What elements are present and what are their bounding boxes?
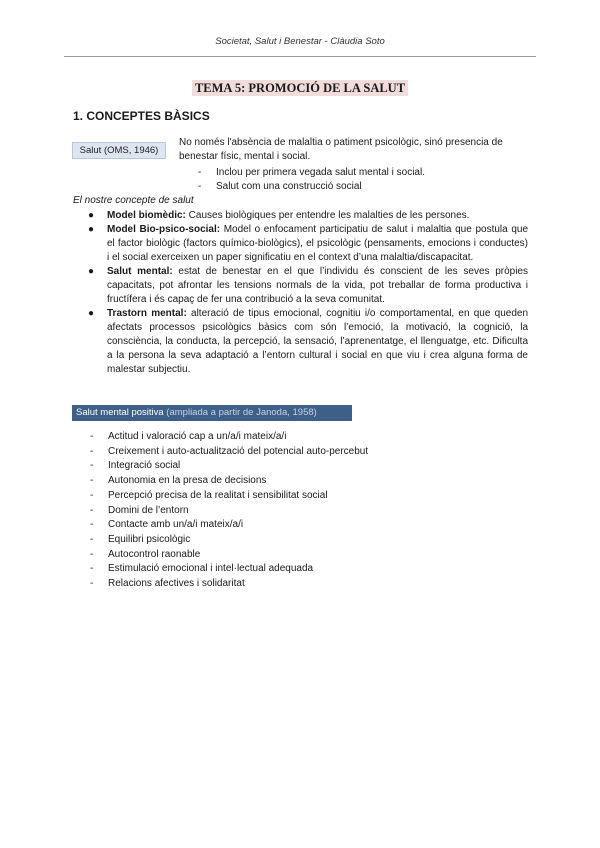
concept-item [88,209,528,223]
list-item: - Autocontrol raonable [90,548,510,563]
bullet-icon: ● [88,224,95,235]
positive-mental-health-banner [72,405,352,421]
list-item: - Actitud i valoració cap a un/a/i mateix/a/i [90,430,510,445]
list-item: - Percepció precisa de la realitat i sensibilitat social [90,489,510,504]
concept-item [88,265,528,307]
list-item: - Equilibri psicològic [90,533,510,548]
concept-text: estat de benestar en el que l’individu és conscient de les seves pròpies capacitats, pot afrontar les tensions normals de la vida, pot treballar de forma productiva i fructífera i és capaç de fer una contribució a la seva comunitat. [107,266,528,305]
list-item: - Domini de l’entorn [90,504,510,519]
health-definition-points [198,166,528,194]
page-title: TEMA 5: PROMOCIÓ DE LA SALUT [192,80,408,96]
health-definition-label: Salut (OMS, 1946) [72,142,166,159]
list-item: - Estimulació emocional i intel·lectual adequada [90,562,510,577]
concept-item [88,223,528,265]
bullet-icon: ● [88,266,95,277]
concept-text: Causes biològiques per entendre les malalties de les persones. [185,210,470,221]
concept-text: Model o enfocament participatiu de salut i malaltia que postula que el factor biològic (factors químico-biològics), el psicològic (pensaments, emocions i conductes) i el social exerceixen un paper significatiu en el context d’una malaltia/discapacitat. [107,224,529,263]
page-title-wrap [0,79,600,97]
list-item: - Contacte amb un/a/i mateix/a/i [90,518,510,533]
concept-term: Model Bio-psico-social: [107,224,221,235]
concept-term: Model biomèdic: [107,210,186,221]
banner-title: Salut mental positiva [76,407,164,418]
health-definition-text: No només l'absència de malaltia o patiment psicològic, sinó presencia de benestar físic, mental i social. [179,137,503,162]
banner-subtitle: (ampliada a partir de Janoda, 1958) [163,407,317,418]
list-item: - Inclou per primera vegada salut mental i social. [198,166,528,180]
concept-term: Salut mental: [107,266,173,277]
list-item: - Salut com una construcció social [198,180,528,194]
concept-term: Trastorn mental: [107,308,187,319]
header-divider [64,56,536,57]
bullet-icon: ● [88,308,95,319]
running-header: Societat, Salut i Benestar - Clàudia Soto [215,36,385,47]
health-definition [179,136,529,164]
section-heading: 1. CONCEPTES BÀSICS [73,109,210,123]
concept-item [88,307,528,377]
bullet-icon: ● [88,210,95,221]
concept-list [88,209,528,377]
list-item: - Integració social [90,459,510,474]
list-item: - Creixement i auto-actualització del potencial auto-percebut [90,445,510,460]
positive-mental-health-list [90,430,510,592]
list-item: - Relacions afectives i solidaritat [90,577,510,592]
concept-text: alteració de tipus emocional, cognitiu i/o comportamental, en que queden afectats processos psicològics bàsics com són l’emoció, la motivació, la cognició, la consciència, la conducta, la percepció, la sensació, l’aprenentatge, el llenguatge, etc. Dificulta a la persona la seva adaptació a l’entorn cultural i social en que viu i crea alguna forma de malestar subjectiu. [107,308,528,375]
list-item: - Autonomia en la presa de decisions [90,474,510,489]
concept-heading: El nostre concepte de salut [73,195,194,206]
